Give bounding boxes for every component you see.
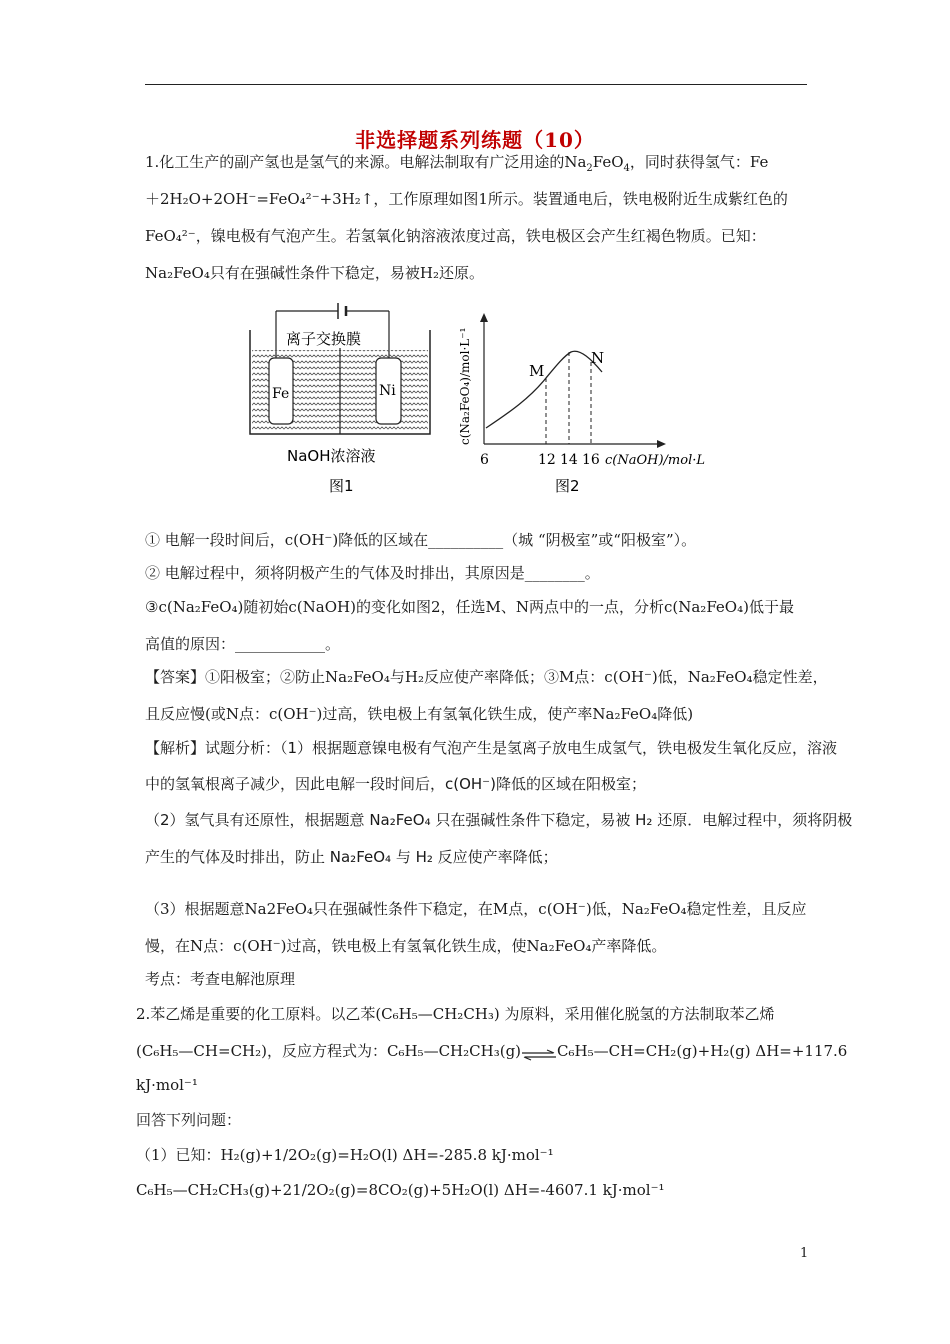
q1-sub-3a: ③c(Na₂FeO₄)随初始c(NaOH)的变化如图2，任选M、N两点中的一点，分析c(Na₂FeO₄)低于最 xyxy=(145,598,794,616)
q1-line-1: 1.化工生产的副产氢也是氢气的来源。电解法制取有广泛用途的$Na_2FeO_4$，同时获得氢气：Fe xyxy=(145,153,769,174)
point-m-label: M xyxy=(529,362,545,380)
analysis-line-6: 慢，在N点：c(OH⁻)过高，铁电极上有氢氧化铁生成，使Na₂FeO₄产率降低。 xyxy=(145,937,667,955)
analysis-line-1: 【解析】试题分析：（1）根据题意镍电极有气泡产生是氢离子放电生成氢气，铁电极发生氧化反应，溶液 xyxy=(145,739,838,757)
analysis-line-5: （3）根据题意Na2FeO₄只在强碱性条件下稳定，在M点，c(OH⁻)低，Na₂FeO₄稳定性差，且反应 xyxy=(145,900,807,918)
solution-label: NaOH浓溶液 xyxy=(287,447,376,465)
q2-line-6: C₆H₅—CH₂CH₃(g)+21/2O₂(g)=8CO₂(g)+5H₂O(l) ΔH=-4607.1 kJ·mol⁻¹ xyxy=(136,1181,665,1199)
kaodian: 考点：考查电解池原理 xyxy=(145,970,296,988)
q1-sub-1: ① 电解一段时间后，c(OH⁻)降低的区域在__________（城 “阴极室”或“阳极室”）。 xyxy=(145,531,697,549)
equilibrium-arrow-icon xyxy=(521,1046,557,1058)
y-axis-label: c(Na₂FeO₄)/mol·L⁻¹ xyxy=(458,327,472,445)
ni-label: Ni xyxy=(379,383,396,399)
page-title: 非选择题系列练题（10） xyxy=(355,128,595,152)
q1-line-3: FeO₄²⁻，镍电极有气泡产生。若氢氧化钠溶液浓度过高，铁电极区会产生红褐色物质。已知： xyxy=(145,227,766,245)
tick-16: 16 xyxy=(582,452,600,468)
answer-line-2: 且反应慢(或N点：c(OH⁻)过高，铁电极上有氢氧化铁生成，使产率Na₂FeO₄降低) xyxy=(145,705,694,723)
fig2-caption: 图2 xyxy=(555,477,580,495)
membrane-label: 离子交换膜 xyxy=(286,330,362,348)
analysis-line-2: 中的氢氧根离子减少，因此电解一段时间后，c(OH⁻)降低的区域在阳极室； xyxy=(145,775,646,793)
x-axis-label: c(NaOH)/mol·L xyxy=(605,453,706,468)
page-number: 1 xyxy=(800,1246,809,1261)
fig1-caption: 图1 xyxy=(329,477,354,495)
electrolysis-cell xyxy=(250,303,430,495)
q2-line-2: (C₆H₅—CH=CH₂)，反应方程式为：C₆H₅—CH₂CH₃(g) C₆H₅—CH=CH₂(g)+H₂(g) ΔH=+117.6 xyxy=(136,1042,848,1060)
analysis-line-3: （2）氢气具有还原性，根据题意 Na₂FeO₄ 只在强碱性条件下稳定，易被 H₂ 还原．电解过程中，须将阴极 xyxy=(145,811,853,829)
tick-14: 14 xyxy=(560,452,578,468)
q1-line-4: Na₂FeO₄只有在强碱性条件下稳定，易被H₂还原。 xyxy=(145,264,484,282)
q2-line-3: kJ·mol⁻¹ xyxy=(136,1076,198,1094)
x-axis-arrow xyxy=(657,440,666,448)
q1-sub-3b: 高值的原因：____________。 xyxy=(145,635,341,653)
answer-line-1: 【答案】①阳极室；②防止Na₂FeO₄与H₂反应使产率降低；③M点：c(OH⁻)低，Na₂FeO₄稳定性差， xyxy=(145,668,828,686)
analysis-line-4: 产生的气体及时排出，防止 Na₂FeO₄ 与 H₂ 反应使产率降低； xyxy=(145,848,558,866)
fe-label: Fe xyxy=(272,386,290,402)
point-n-label: N xyxy=(591,349,605,367)
q2-line-4: 回答下列问题： xyxy=(136,1111,242,1129)
q2-line-5: （1）已知：H₂(g)+1/2O₂(g)=H₂O(l) ΔH=-285.8 kJ·mol⁻¹ xyxy=(136,1146,554,1164)
y-axis-arrow xyxy=(480,313,488,322)
q1-line-2: ＋2H₂O+2OH⁻=FeO₄²⁻+3H₂↑，工作原理如图1所示。装置通电后，铁电极附近生成紫红色的 xyxy=(145,190,788,208)
q1-sub-2: ② 电解过程中，须将阴极产生的气体及时排出，其原因是________。 xyxy=(145,564,600,582)
tick-12: 12 xyxy=(538,452,556,468)
q2-line-1: 2.苯乙烯是重要的化工原料。以乙苯(C₆H₅—CH₂CH₃) 为原料，采用催化脱氢的方法制取苯乙烯 xyxy=(136,1005,775,1023)
concentration-chart xyxy=(458,313,705,495)
figures xyxy=(0,0,950,510)
tick-6: 6 xyxy=(480,452,489,468)
